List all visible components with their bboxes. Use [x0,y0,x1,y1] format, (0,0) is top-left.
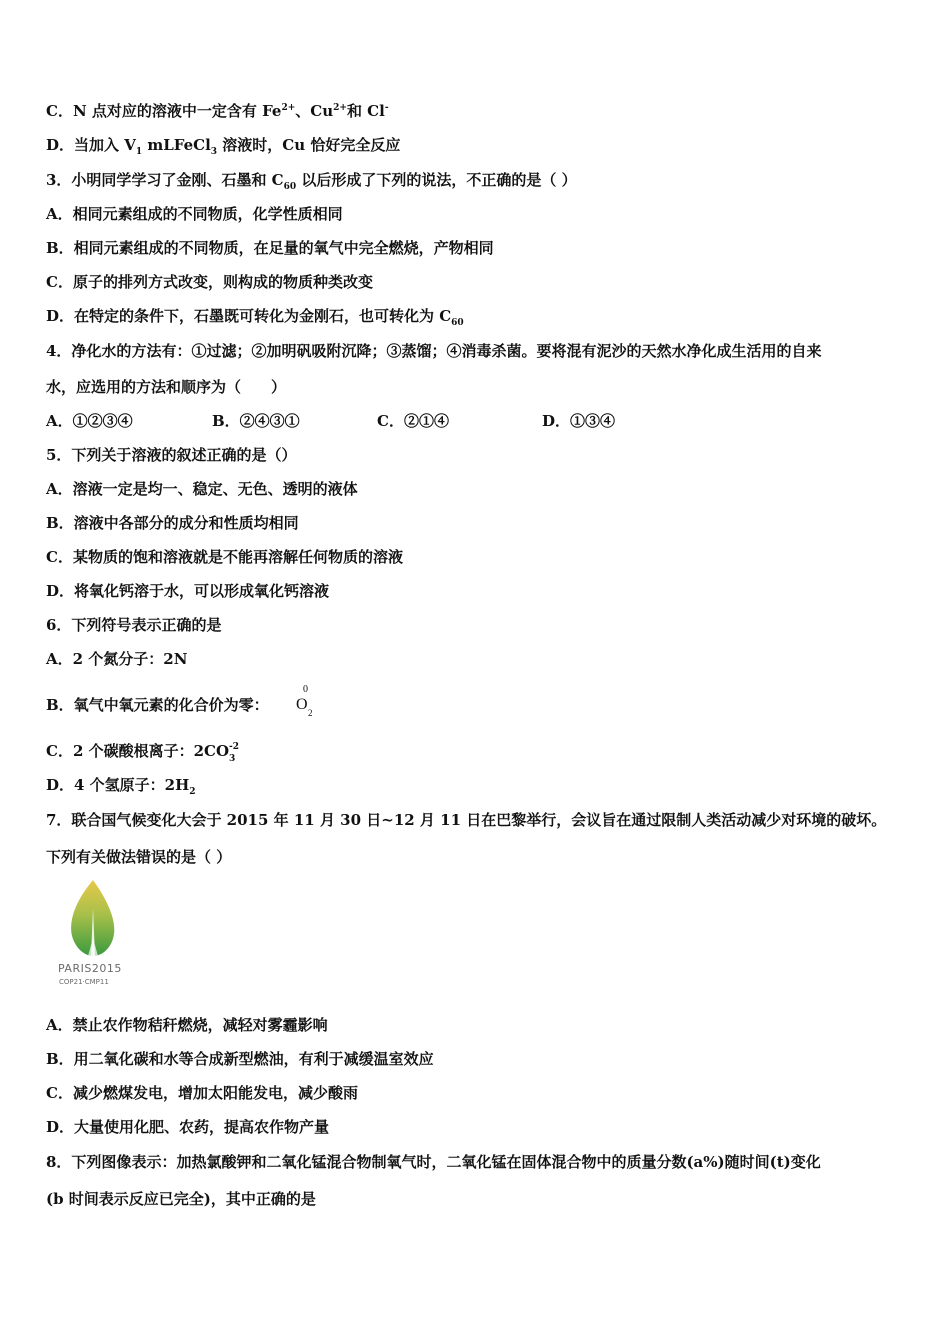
oxygen-valence-formula [294,684,322,718]
logo-title: PARIS2015 [58,962,122,975]
q4-option-c: C．②①④ [377,412,449,430]
logo-subtitle: COP21·CMP11 [59,978,109,986]
q4-option-a: A．①②③④ [46,412,133,430]
q3-option-c: C．原子的排列方式改变，则构成的物质种类改变 [46,273,373,291]
q5-option-b: B．溶液中各部分的成分和性质均相同 [46,514,299,532]
q4-stem-cont: 水，应选用的方法和顺序为（ ） [46,378,287,396]
q6-option-b: B．氧气中氧元素的化合价为零： [46,696,269,714]
leaf-icon [58,878,128,958]
q2-option-c: C．N 点对应的溶液中一定含有 $Fe^{2+}$、$Cu^{2+}$和 Cl- [46,102,389,120]
oxygen-subscript: 2 [308,708,313,718]
q5-stem: 5．下列关于溶液的叙述正确的是（） [46,446,297,464]
q7-option-c: C．减少燃煤发电，增加太阳能发电，减少酸雨 [46,1084,358,1102]
q7-stem: 7．联合国气候变化大会于 2015 年 11 月 30 日~12 月 11 日在巴黎举行，会议旨在通过限制人类活动减少对环境的破坏。 [46,811,887,829]
q6-option-d: D．4 个氢原子：$2H_2$ [46,776,196,797]
q4-option-d: D．①③④ [542,412,616,430]
q5-option-d: D．将氧化钙溶于水，可以形成氧化钙溶液 [46,582,330,600]
valence-zero: 0 [303,684,308,695]
q4-option-b: B．②④③① [212,412,300,430]
q6-option-c: C．2 个碳酸根离子：2CO 3 -2 [46,742,240,764]
q6-stem: 6．下列符号表示正确的是 [46,616,222,634]
q5-option-c: C．某物质的饱和溶液就是不能再溶解任何物质的溶液 [46,548,403,566]
q3-option-d: D．在特定的条件下，石墨既可转化为金刚石，也可转化为 $C_{60}$ [46,307,464,328]
paris2015-logo [58,878,128,993]
q3-option-b: B．相同元素组成的不同物质，在足量的氧气中完全燃烧，产物相同 [46,239,494,257]
oxygen-symbol: O [296,696,308,713]
q5-option-a: A．溶液一定是均一、稳定、无色、透明的液体 [46,480,358,498]
q6-option-a: A．2 个氮分子：2N [46,650,188,668]
q3-option-a: A．相同元素组成的不同物质，化学性质相同 [46,205,343,223]
q3-stem: 3．小明同学学习了金刚、石墨和 $C_{60}$ 以后形成了下列的说法，不正确的是（ ） [46,171,577,192]
q8-stem: 8．下列图像表示：加热氯酸钾和二氧化锰混合物制氧气时，二氧化锰在固体混合物中的质量分数(a%)随时间(t)变化 [46,1153,821,1171]
q4-stem: 4．净化水的方法有：①过滤；②加明矾吸附沉降；③蒸馏；④消毒杀菌。要将混有泥沙的天然水净化成生活用的自来 [46,342,822,360]
q7-stem-cont: 下列有关做法错误的是（ ） [46,848,232,866]
q7-option-d: D．大量使用化肥、农药，提高农作物产量 [46,1118,330,1136]
q8-stem-cont: (b 时间表示反应已完全)，其中正确的是 [46,1190,316,1208]
q2-option-d: D．当加入 $V_1$ mLFeCl$_3$ 溶液时，Cu 恰好完全反应 [46,136,401,157]
q7-option-b: B．用二氧化碳和水等合成新型燃油，有利于减缓温室效应 [46,1050,434,1068]
q7-option-a: A．禁止农作物秸秆燃烧，减轻对雾霾影响 [46,1016,328,1034]
